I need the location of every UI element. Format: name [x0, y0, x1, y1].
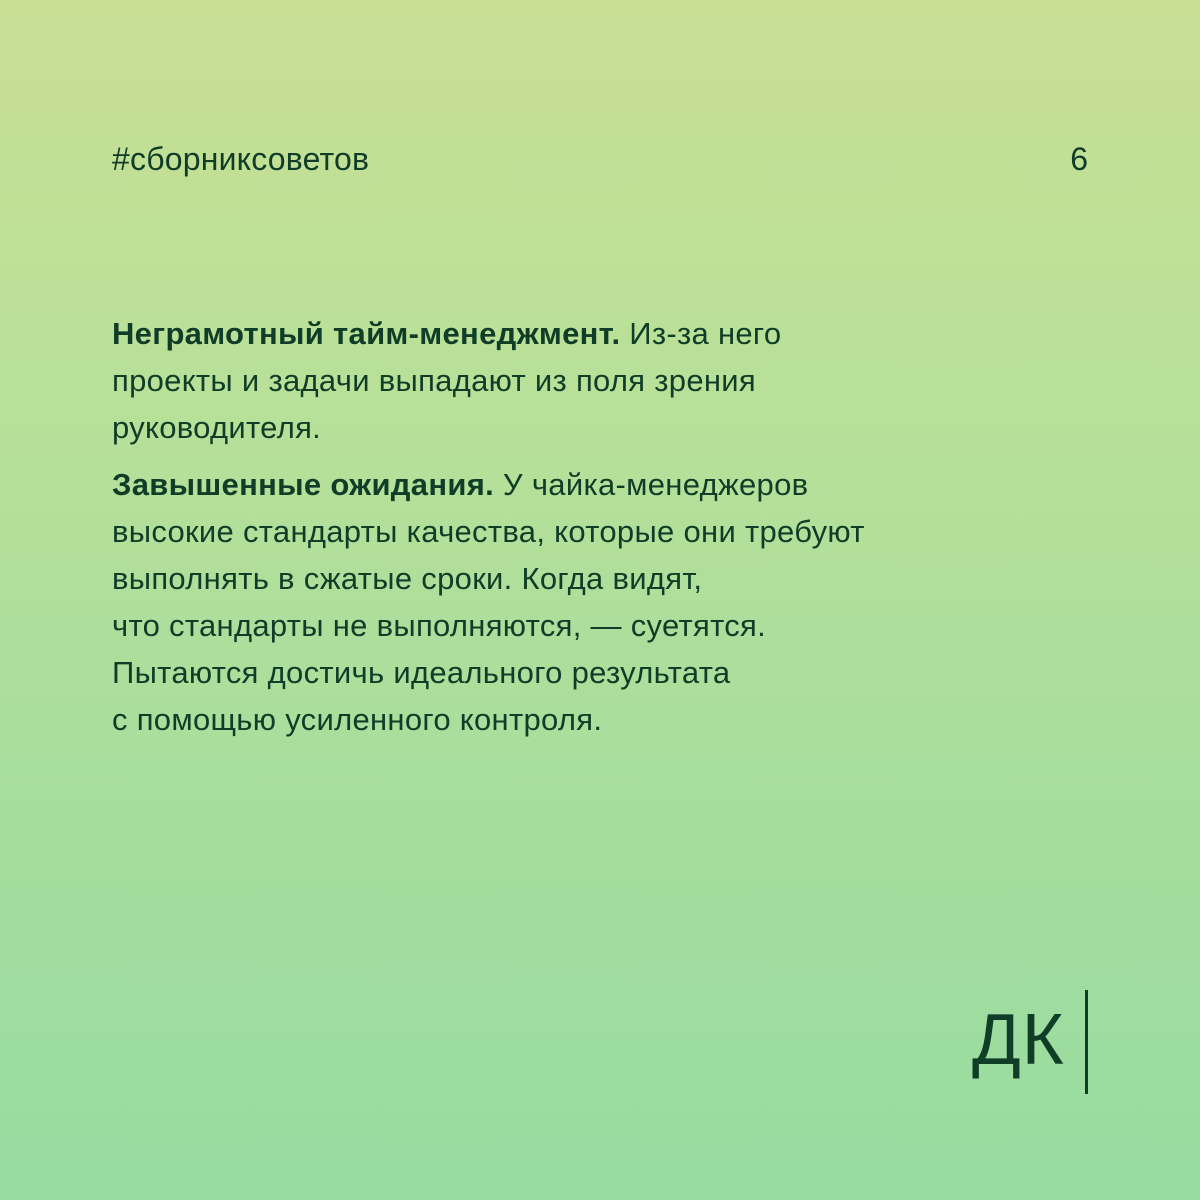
paragraph-line	[112, 461, 1012, 508]
paragraph-heading: Неграмотный тайм-менеджмент.	[112, 316, 621, 351]
paragraph-line: с помощью усиленного контроля.	[112, 702, 603, 737]
logo-text: ДК	[972, 1000, 1065, 1080]
page-number: 6	[1070, 141, 1088, 177]
paragraph-time-management	[112, 310, 1012, 451]
paragraph-line: что стандарты не выполняются, — суетятся.	[112, 608, 767, 643]
paragraph-text: У чайка-менеджеров	[494, 467, 809, 502]
paragraph-line	[112, 310, 1012, 357]
paragraph-line: руководителя.	[112, 410, 322, 445]
hashtag-label: #сборниксоветов	[112, 141, 370, 177]
main-text	[112, 310, 1012, 753]
paragraph-line: проекты и задачи выпадают из поля зрения	[112, 363, 757, 398]
paragraph-line: выполнять в сжатые сроки. Когда видят,	[112, 561, 703, 596]
logo-cursor-bar	[1085, 990, 1088, 1094]
paragraph-text: Из-за него	[620, 316, 782, 351]
paragraph-expectations	[112, 461, 1012, 743]
paragraph-heading: Завышенные ожидания.	[112, 467, 495, 502]
paragraph-line: Пытаются достичь идеального результата	[112, 655, 731, 690]
paragraph-line: высокие стандарты качества, которые они требуют	[112, 514, 865, 549]
brand-logo	[972, 990, 1092, 1094]
